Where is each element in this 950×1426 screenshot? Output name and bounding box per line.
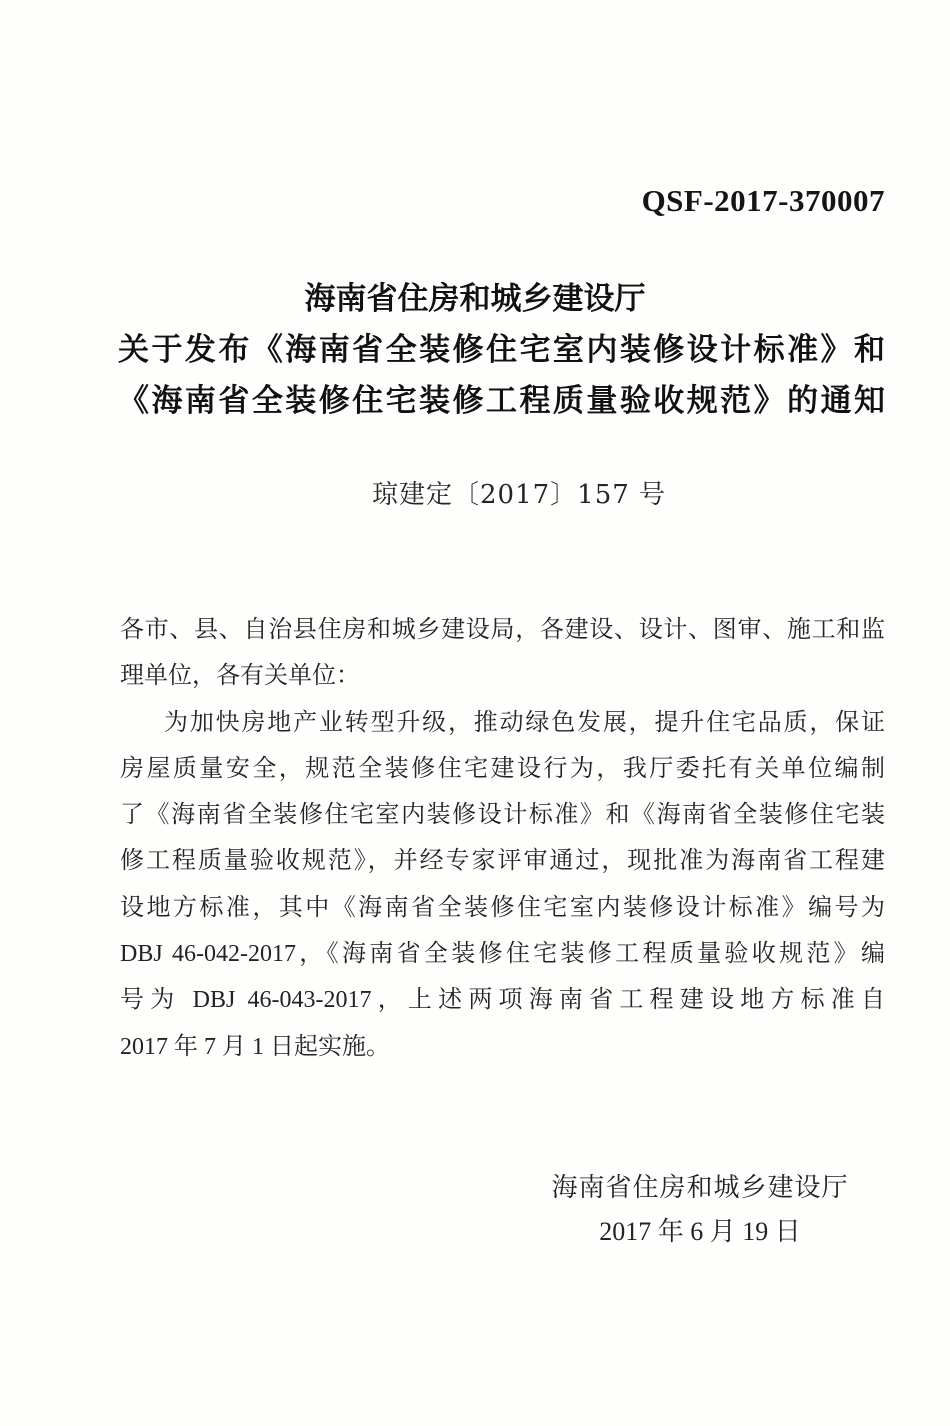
signature-block [550, 1173, 850, 1247]
body-line: 了《海南省全装修住宅室内装修设计标准》和《海南省全装修住宅装 [120, 802, 885, 829]
body-line: 设地方标准，其中《海南省全装修住宅室内装修设计标准》编号为 [120, 894, 885, 921]
addressee-line: 理单位，各有关单位： [120, 663, 360, 690]
body-line: 房屋质量安全，规范全装修住宅建设行为，我厅委托有关单位编制 [120, 755, 885, 782]
document-number: 琼建定〔2017〕157 号 [372, 480, 667, 510]
document-code: QSF-2017-370007 [641, 183, 885, 218]
body-line: 2017 年 7 月 1 日起实施。 [120, 1033, 390, 1060]
title-line-subject-2: 《海南省全装修住宅装修工程质量验收规范》的通知 [118, 383, 885, 419]
title-line-subject-1: 关于发布《海南省全装修住宅室内装修设计标准》和 [118, 332, 885, 368]
body-line: 号为 DBJ 46-043-2017，上述两项海南省工程建设地方标准自 [120, 987, 885, 1014]
body-line: 修工程质量验收规范》，并经专家评审通过，现批准为海南省工程建 [120, 848, 885, 875]
notice-body [120, 607, 885, 1070]
signing-date: 2017 年 6 月 19 日 [599, 1217, 801, 1246]
signing-organization: 海南省住房和城乡建设厅 [551, 1173, 849, 1202]
body-line: 为加快房地产业转型升级，推动绿色发展，提升住宅品质，保证 [164, 709, 885, 736]
title-line-issuer: 海南省住房和城乡建设厅 [304, 281, 646, 317]
addressee-line: 各市、县、自治县住房和城乡建设局，各建设、设计、图审、施工和监 [120, 617, 885, 643]
body-line: DBJ 46-042-2017，《海南省全装修住宅装修工程质量验收规范》编 [120, 941, 885, 968]
